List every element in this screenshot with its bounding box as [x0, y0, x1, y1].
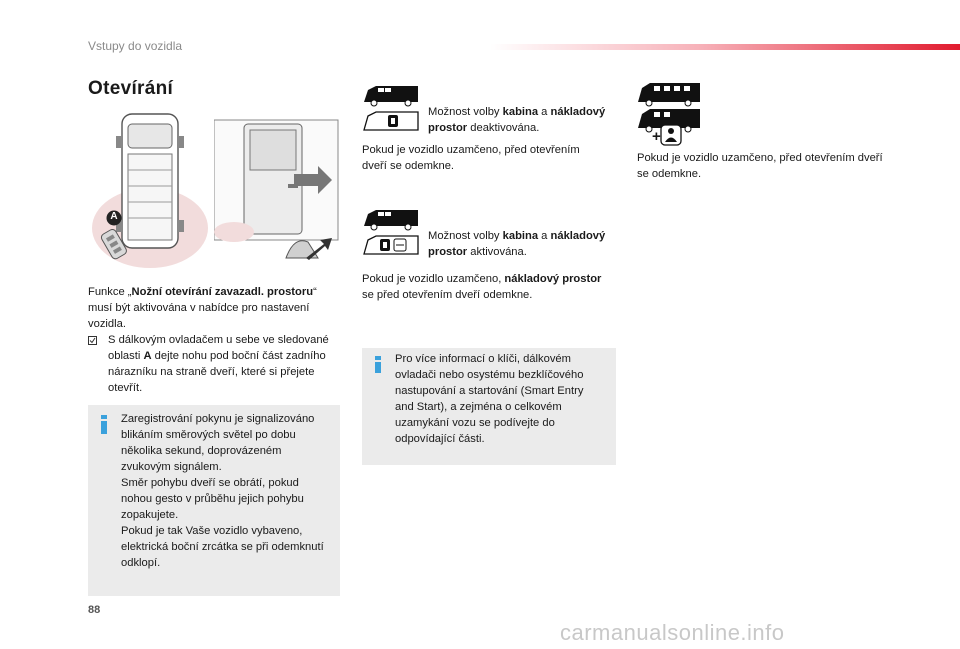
- van-top-view-illustration: [90, 108, 210, 276]
- info-box-keys: [362, 348, 616, 465]
- zone-a-label: A: [110, 211, 118, 222]
- zone-a-marker: [106, 210, 122, 226]
- option-1-description: Pokud je vozidlo uzamčeno, před otevřením dveří se odemkne.: [362, 144, 580, 172]
- info-box-registration-text: Zaregistrování pokynu je signalizováno blikáním směrových světel po dobu několika sekund, doprovázeném zvukovým signálem. Směr pohybu dveří se obrátí, pokud nohou gesto v průběhu jejich pohybu zopakujete. Pokud je tak Vaše vozidlo vybaveno, elektrická boční zrcátka se při odemknutí odklopí.: [121, 413, 324, 569]
- bullet-text-part2: dejte nohu pod boční část zadního nárazníku na straně dveří, které si přejete otevřít.: [108, 350, 326, 394]
- info-box-keys-text: Pro více informací o klíči, dálkovém ovladači nebo osystému bezklíčového nastupování a startování (Smart Entry and Start), a zejména o celkovém uzamykání vozu se podívejte do odpovídající části.: [395, 353, 584, 445]
- info-box-registration: [88, 405, 340, 596]
- sliding-door-illustration: [214, 108, 340, 272]
- bullet-zone-label: A: [143, 350, 152, 362]
- section-title: Vstupy do vozidla: [88, 39, 183, 53]
- page-number: 88: [88, 604, 101, 616]
- option-1-label: Možnost volby kabina a nákladový prostor deaktivována.: [428, 106, 606, 134]
- intro-prefix: Funkce „: [88, 286, 132, 298]
- bullet-text-part1: S dálkovým ovladačem u sebe ve sledované oblasti: [108, 334, 329, 362]
- info-icon: [373, 356, 383, 373]
- option-2-label: Možnost volby kabina a nákladový prostor aktivována.: [428, 230, 606, 258]
- bullet-square-icon: [88, 332, 104, 351]
- person-lock-icon: [660, 122, 684, 148]
- instruction-bullet: [88, 332, 340, 396]
- info-icon: [99, 415, 109, 434]
- option-2-description: Pokud je vozidlo uzamčeno, nákladový prostor se před otevřením dveří odemkne.: [362, 273, 602, 301]
- header-accent-bar: [490, 44, 960, 50]
- plus-symbol: +: [652, 128, 661, 145]
- intro-suffix: “ musí být aktivována v nabídce pro nastavení vozidla.: [88, 286, 317, 330]
- watermark: carmanualsonline.info: [560, 620, 785, 645]
- right-description: Pokud je vozidlo uzamčeno, před otevřením dveří se odemkne.: [637, 152, 883, 180]
- van-icon-cab-off: [362, 82, 420, 134]
- intro-function-name: Nožní otevírání zavazadl. prostoru: [131, 286, 314, 298]
- intro-paragraph: [88, 284, 340, 332]
- page-title: Otevírání: [88, 78, 174, 99]
- van-icon-cab-on: [362, 206, 420, 258]
